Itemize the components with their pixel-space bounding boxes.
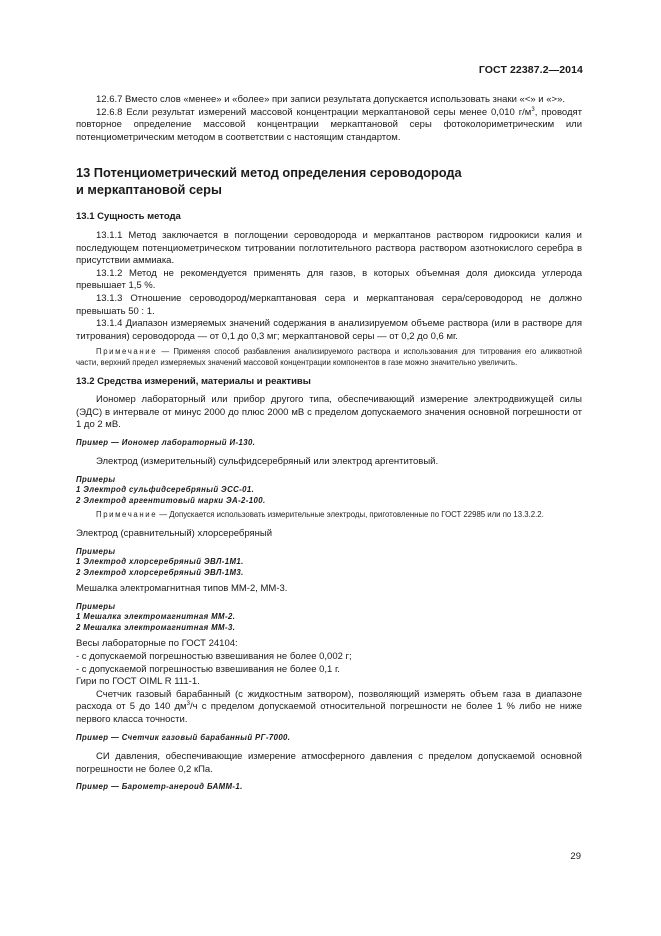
page-body xyxy=(76,94,582,793)
note-1 xyxy=(76,346,582,368)
example-ref-electrode-2: 2 Электрод хлорсеребряный ЭВЛ-1М3. xyxy=(76,567,244,577)
note-2 xyxy=(76,509,582,520)
example-electrode-1: 1 Электрод сульфидсеребряный ЭСС-01. xyxy=(76,485,255,495)
item-scales-option-a: - с допускаемой погрешностью взвешивания не более 0,002 г; xyxy=(76,651,352,663)
clause-13-1-3: 13.1.3 Отношение сероводород/меркаптановая сера и меркаптановая сера/сероводород не должно превышать 50 : 1. xyxy=(76,292,582,317)
clause-12-6-8-part2: , проводят повторное определение массовой концентрации меркаптановой серы фотоколориметрическим или потенциометрическим методом в соответствии с настоящим стандартом. xyxy=(76,106,583,143)
clause-13-1-4: 13.1.4 Диапазон измеряемых значений содержания в анализируемом объеме раствора (или в растворе для титрования) сероводорода — от 0,1 до 0,3 мг; меркаптановой серы — от 0,2 до 0,6 мг. xyxy=(76,318,582,342)
example-gas-counter: Пример — Счетчик газовый барабанный РГ-7000. xyxy=(76,732,291,742)
item-ionomer: Иономер лабораторный или прибор другого типа, обеспечивающий измерение электродвижущей силы (ЭДС) в интервале от минус 2000 до плюс 2000 мВ с пределом допускаемого значения основной погрешности от 1 до 2 мВ. xyxy=(76,393,582,431)
item-scales-option-b: - с допускаемой погрешностью взвешивания не более 0,1 г. xyxy=(76,663,340,675)
clause-13-1-1: 13.1.1 Метод заключается в поглощении сероводорода и меркаптанов раствором гидроокиси калия и последующем потенциометрическом титровании поглотительного раствора раствором азотнокислого серебра в присутствии аммиака. xyxy=(76,229,582,267)
item-measuring-electrode: Электрод (измерительный) сульфидсеребряный или электрод аргентитовый. xyxy=(96,456,439,468)
gas-counter-part1: Счетчик газовый барабанный (с жидкостным затвором), позволяющий измерять объем газа в диапазоне расхода от 5 до 140 дм xyxy=(76,688,582,713)
item-scales: Весы лабораторные по ГОСТ 24104: xyxy=(76,638,238,650)
superscript: 3 xyxy=(531,106,535,113)
examples-title: Примеры xyxy=(76,474,116,484)
examples-title: Примеры xyxy=(76,546,116,556)
example-electrode-2: 2 Электрод аргентитовый марки ЭА-2-100. xyxy=(76,495,266,505)
note-text: — Допускается использовать измерительные электроды, приготовленные по ГОСТ 22985 или по 13.3.2.2. xyxy=(157,510,544,520)
subsection-13-1-heading: 13.1 Сущность метода xyxy=(76,211,181,223)
note-label: Примечание xyxy=(96,510,158,520)
item-gas-counter xyxy=(76,689,582,727)
example-ref-electrode-1: 1 Электрод хлорсеребряный ЭВЛ-1М1. xyxy=(76,557,244,567)
gas-counter-part2: /ч с пределом допускаемой относительной погрешности не более 1 % либо не ниже первого класса точности. xyxy=(76,701,582,726)
item-pressure-gauge: СИ давления, обеспечивающие измерение атмосферного давления с пределом допускаемой основной погрешности не более 0,2 кПа. xyxy=(76,751,582,775)
item-weights: Гири по ГОСТ OIML R 111-1. xyxy=(76,676,200,688)
examples-title: Примеры xyxy=(76,601,116,611)
example-stirrer-2: 2 Мешалка электромагнитная ММ-3. xyxy=(76,622,236,632)
section-13-heading-line1: 13 Потенциометрический метод определения сероводорода xyxy=(76,165,462,181)
section-13-heading xyxy=(76,164,582,198)
clause-12-6-8-part1: 12.6.8 Если результат измерений массовой концентрации меркаптановой серы менее 0,010 г/м xyxy=(96,106,532,118)
clause-12-6-7: 12.6.7 Вместо слов «менее» и «более» при записи результата допускается использовать знаки «<» и «>». xyxy=(96,94,565,105)
section-13-heading-line2: и меркаптановой серы xyxy=(76,182,222,198)
subsection-13-2-heading: 13.2 Средства измерений, материалы и реактивы xyxy=(76,376,311,388)
example-stirrer-1: 1 Мешалка электромагнитная ММ-2. xyxy=(76,612,236,622)
item-reference-electrode: Электрод (сравнительный) хлорсеребряный xyxy=(76,528,273,540)
note-text: — Применяя способ разбавления анализируемого раствора и использования для титрования его аликвотной части, верхний предел измеряемых значений массовой концентрации компонентов в газе можно значительно увеличить. xyxy=(76,347,582,368)
item-stirrer: Мешалка электромагнитная типов ММ-2, ММ-3. xyxy=(76,583,288,595)
example-barometer: Пример — Барометр-анероид БАММ-1. xyxy=(76,782,243,792)
page-number: 29 xyxy=(570,851,581,862)
clause-13-1-2: 13.1.2 Метод не рекомендуется применять для газов, в которых объемная доля диоксида углерода превышает 1,5 %. xyxy=(76,267,582,292)
clause-12-6-8 xyxy=(76,107,582,145)
document-header: ГОСТ 22387.2—2014 xyxy=(478,64,583,76)
note-label: Примечание xyxy=(96,347,158,357)
superscript: 3 xyxy=(186,701,190,708)
example-ionomer: Пример — Иономер лабораторный И-130. xyxy=(76,437,256,447)
